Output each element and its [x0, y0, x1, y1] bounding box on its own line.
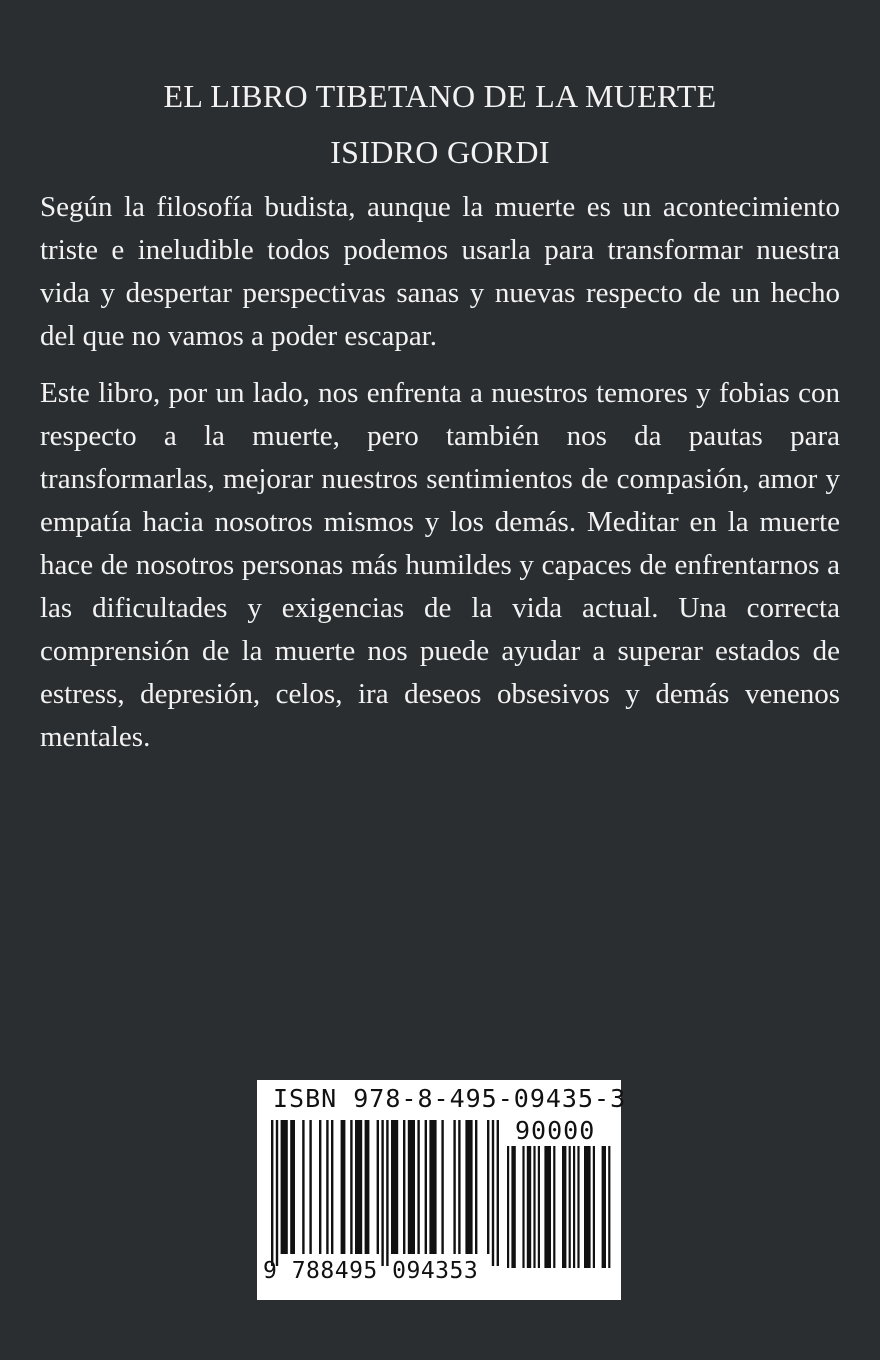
book-title: EL LIBRO TIBETANO DE LA MUERTE: [163, 78, 717, 114]
ean-bar: [302, 1120, 304, 1254]
addon-bar: [593, 1146, 595, 1268]
ean-bar: [429, 1120, 436, 1254]
ean-barcode: [271, 1120, 507, 1270]
ean-bar: [326, 1120, 328, 1254]
ean-bar: [497, 1120, 499, 1266]
addon-bar: [522, 1146, 524, 1268]
barcode-box: [257, 1080, 627, 1300]
addon-bar: [569, 1146, 571, 1268]
ean-bar: [319, 1120, 321, 1254]
addon-bar: [507, 1146, 509, 1268]
ean-bar: [331, 1120, 333, 1254]
addon-bar: [577, 1146, 579, 1268]
ean-bar: [271, 1120, 273, 1266]
ean-bar: [403, 1120, 405, 1254]
addon-bar: [544, 1146, 551, 1268]
addon-bar: [562, 1146, 566, 1268]
ean-bar: [341, 1120, 346, 1254]
ean-bar: [425, 1120, 427, 1254]
addon-bar: [553, 1146, 555, 1268]
ean-bar: [355, 1120, 362, 1254]
addon-bar: [608, 1146, 610, 1268]
ean-bar: [408, 1120, 415, 1254]
blurb: [40, 186, 840, 773]
ean-bar: [458, 1120, 460, 1254]
ean-bar: [281, 1120, 288, 1254]
ean-bar: [391, 1120, 398, 1254]
addon-bar: [527, 1146, 531, 1268]
addon-bar: [602, 1146, 606, 1268]
ean-bar: [453, 1120, 455, 1254]
ean-bar: [492, 1120, 494, 1266]
addon-bar: [584, 1146, 591, 1268]
isbn-label: ISBN 978-8-495-09435-3: [273, 1084, 627, 1113]
addon-bar: [538, 1146, 540, 1268]
addon-bar: [533, 1146, 535, 1268]
book-author: ISIDRO GORDI: [330, 134, 550, 170]
ean-digits: 9 788495 094353: [263, 1258, 479, 1284]
ean-bar: [290, 1120, 295, 1254]
ean-bar: [309, 1120, 311, 1254]
ean-bar: [276, 1120, 278, 1266]
blurb-paragraph-1: Según la filosofía budista, aunque la muerte es un acontecimiento triste e ineludible todos podemos usarla para transformar nuestra vida y despertar perspectivas sanas y nuevas respecto de un hecho del que no vamos a poder escapar.: [40, 191, 840, 352]
addon-bar: [573, 1146, 575, 1268]
ean-bar: [377, 1120, 379, 1254]
addon-barcode: [507, 1146, 613, 1270]
ean-bar: [365, 1120, 370, 1254]
ean-bar: [441, 1120, 443, 1254]
blurb-paragraph-2: Este libro, por un lado, nos enfrenta a nuestros temores y fobias con respecto a la muerte, pero también nos da pautas para transformarlas, mejorar nuestros sentimientos de compasión, amor y empatía hacia nosotros mismos y los demás. Meditar en la muerte hace de nosotros personas más humildes y capaces de enfrentarnos a las dificultades y exigencias de la vida actual. Una correcta comprensión de la muerte nos puede ayudar a superar estados de estress, depresión, celos, ira deseos obsesivos y demás venenos mentales.: [40, 377, 840, 753]
ean-bar: [381, 1120, 383, 1266]
ean-bar: [386, 1120, 388, 1266]
ean-bar: [417, 1120, 419, 1254]
ean-bar: [465, 1120, 472, 1254]
ean-bar: [487, 1120, 489, 1254]
price-code: 90000: [515, 1116, 596, 1145]
ean-bar: [475, 1120, 477, 1254]
ean-bar: [350, 1120, 352, 1254]
addon-bar: [511, 1146, 515, 1268]
